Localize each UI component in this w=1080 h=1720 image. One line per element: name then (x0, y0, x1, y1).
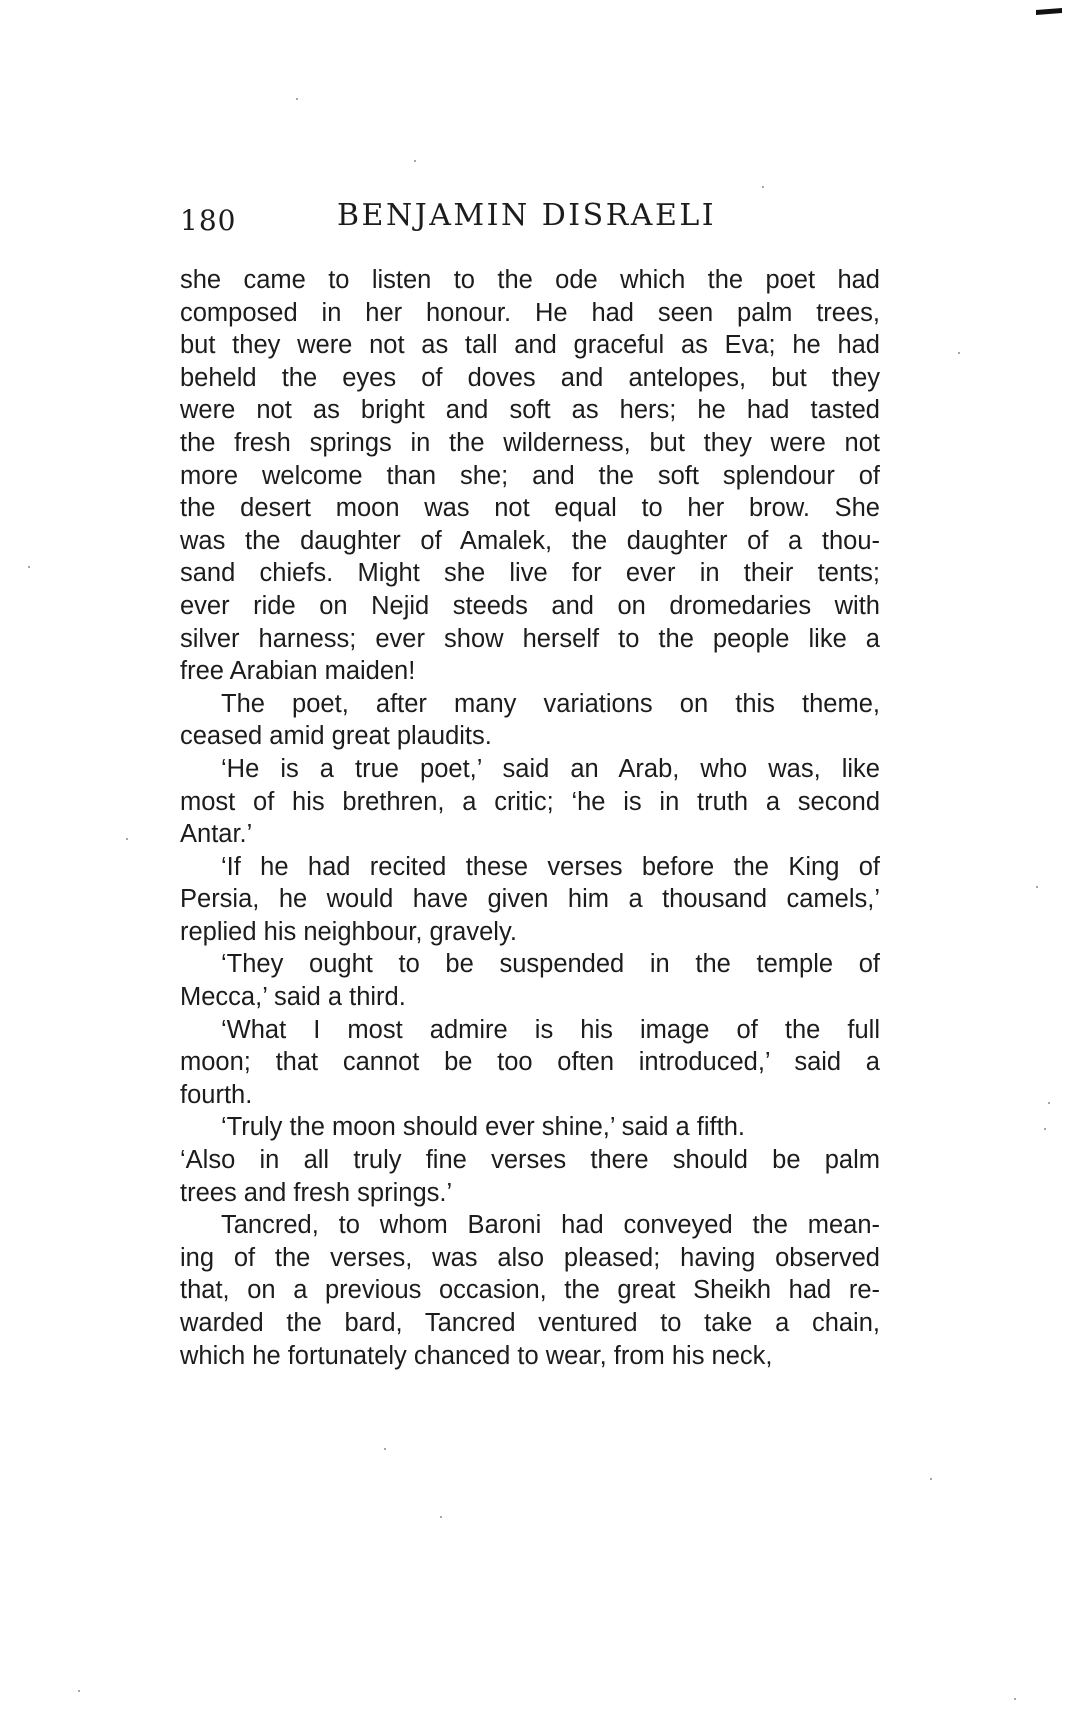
text-line: moon; that cannot be too often introduced,’ said a (180, 1048, 880, 1077)
text-line: was the daughter of Amalek, the daughter of a thou- (180, 526, 880, 555)
text-line: which he fortunately chanced to wear, from his neck, (180, 1341, 773, 1370)
paragraph (180, 851, 880, 949)
text-line: The poet, after many variations on this theme, (221, 689, 880, 718)
text-line: free Arabian maiden! (180, 657, 416, 686)
running-header (180, 198, 880, 242)
text-line: but they were not as tall and graceful as Eva; he had (180, 331, 880, 360)
paper-speck (414, 160, 416, 162)
page-number: 180 (180, 204, 237, 237)
text-line: sand chiefs. Might she live for ever in their tents; (180, 559, 880, 588)
paper-speck (440, 1516, 442, 1518)
paper-speck (1044, 1128, 1046, 1130)
text-line: fourth. (180, 1080, 253, 1109)
page-corner-mark (1036, 8, 1062, 16)
text-line: trees and fresh springs.’ (180, 1178, 453, 1207)
paper-speck (126, 838, 128, 840)
body-text (180, 264, 880, 1372)
text-line: the desert moon was not equal to her brow. She (180, 494, 880, 523)
paragraph (180, 688, 880, 753)
text-line: ‘What I most admire is his image of the full (221, 1015, 880, 1044)
text-line: composed in her honour. He had seen palm trees, (180, 298, 880, 327)
paragraph (180, 1014, 880, 1112)
text-line: replied his neighbour, gravely. (180, 917, 517, 946)
paper-speck (384, 1448, 386, 1450)
paper-speck (1048, 1102, 1050, 1104)
text-line: ‘He is a true poet,’ said an Arab, who was, like (221, 754, 880, 783)
text-line: ‘If he had recited these verses before the King of (221, 852, 880, 881)
text-line: more welcome than she; and the soft splendour of (180, 461, 880, 490)
text-line: ‘They ought to be suspended in the temple of (221, 950, 880, 979)
paragraph (180, 948, 880, 1013)
text-line: Tancred, to whom Baroni had conveyed the mean- (221, 1211, 880, 1240)
text-line: most of his brethren, a critic; ‘he is in truth a second (180, 787, 880, 816)
paragraph (180, 1209, 880, 1372)
paper-speck (930, 1478, 932, 1480)
paragraph (180, 753, 880, 851)
text-line: Mecca,’ said a third. (180, 983, 406, 1012)
text-line: Persia, he would have given him a thousand camels,’ (180, 885, 880, 914)
paragraph (180, 264, 880, 688)
paragraph (180, 1111, 880, 1144)
text-line: ‘Also in all truly fine verses there should be palm (180, 1146, 880, 1175)
paper-speck (1014, 1698, 1016, 1700)
text-line: ‘Truly the moon should ever shine,’ said a fifth. (221, 1113, 745, 1142)
paragraph (180, 1144, 880, 1209)
paper-speck (762, 186, 764, 188)
text-line: she came to listen to the ode which the poet had (180, 266, 880, 294)
paper-speck (78, 1690, 80, 1692)
paper-speck (958, 352, 960, 354)
text-line: beheld the eyes of doves and antelopes, but they (180, 363, 880, 392)
paper-speck (296, 98, 298, 100)
text-line: ing of the verses, was also pleased; having observed (180, 1243, 880, 1272)
text-line: were not as bright and soft as hers; he had tasted (180, 396, 880, 425)
paper-speck (28, 566, 30, 568)
paper-speck (1036, 886, 1038, 888)
running-title: BENJAMIN DISRAELI (337, 198, 717, 233)
text-line: the fresh springs in the wilderness, but they were not (180, 428, 880, 457)
text-line: warded the bard, Tancred ventured to take a chain, (180, 1309, 880, 1337)
text-line: that, on a previous occasion, the great Sheikh had re- (180, 1276, 880, 1305)
text-line: ever ride on Nejid steeds and on dromedaries with (180, 591, 880, 620)
text-line: silver harness; ever show herself to the people like a (180, 624, 880, 653)
text-line: Antar.’ (180, 820, 253, 849)
text-line: ceased amid great plaudits. (180, 722, 492, 751)
